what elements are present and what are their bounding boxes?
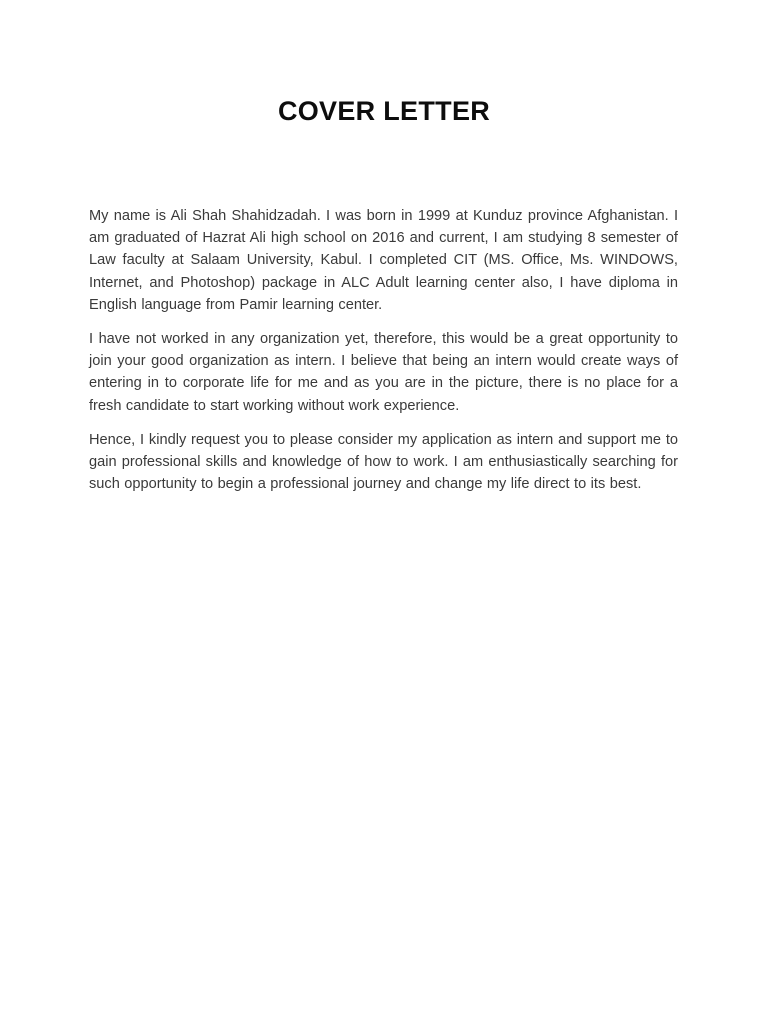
paragraph-experience: I have not worked in any organization yet, therefore, this would be a great opportunity to join your good organization as intern. I believe that being an intern would create ways of entering in to corporate life for me and as you are in the picture, there is no place for a fresh candidate to start working without work experience.: [89, 331, 678, 414]
page-title: COVER LETTER: [277, 96, 491, 126]
paragraph-intro: My name is Ali Shah Shahidzadah. I was born in 1999 at Kunduz province Afghanistan. I am graduated of Hazrat Ali high school on 2016 and current, I am studying 8 semester of Law faculty at Salaam University, Kabul. I completed CIT (MS. Office, Ms. WINDOWS, Internet, and Photoshop) package in ALC Adult learning center also, I have diploma in English language from Pamir learning center.: [89, 208, 678, 313]
letter-body: [89, 205, 678, 495]
paragraph-request: Hence, I kindly request you to please consider my application as intern and support me to gain professional skills and knowledge of how to work. I am enthusiastically searching for such opportunity to begin a professional journey and change my life direct to its best.: [89, 431, 678, 493]
